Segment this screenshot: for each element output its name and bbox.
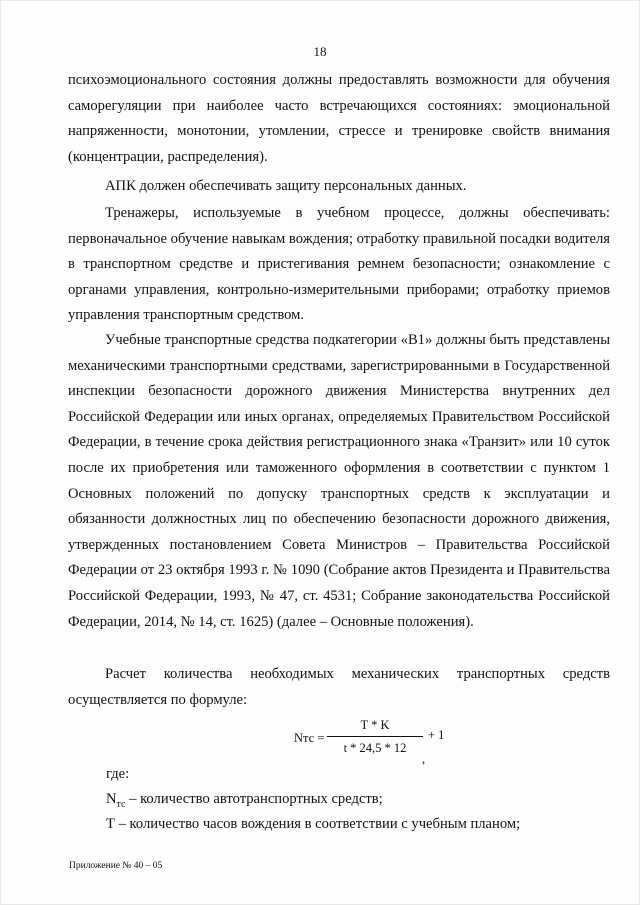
paragraph-simulators [68, 201, 610, 329]
fraction-bar [327, 736, 423, 737]
formula-fraction [327, 716, 423, 756]
paragraph-text: Расчет количества необходимых механических транспортных средств осуществляется по формуле: [68, 666, 610, 708]
symbol-n: N [106, 791, 117, 807]
paragraph-apk-data-protection [68, 174, 610, 200]
formula-denominator: t * 24,5 * 12 [343, 741, 407, 755]
paragraph-text: АПК должен обеспечивать защиту персональных данных. [105, 178, 467, 194]
paragraph-text: психоэмоционального состояния должны предоставлять возможности для обучения саморегуляции при наиболее часто встречающихся состояниях: эмоциональной напряженности, монотонии, утомлении, стрессе и тренировке свойств внимания (концентрации, распределения). [68, 72, 610, 165]
paragraph-text: Тренажеры, используемые в учебном процессе, должны обеспечивать: первоначальное обучение навыкам вождения; отработку правильной посадки водителя в транспортном средстве и пристегивания ремнем безопасности; ознакомление с органами управления, контрольно-измерительными приборами; отработку приемов управления транспортным средством. [68, 205, 610, 324]
formula-lhs: Nтс = [294, 731, 325, 745]
paragraph-psychoemotional [68, 68, 610, 170]
formula-plus-one: + 1 [428, 728, 445, 742]
page-footer: Приложение № 40 – 05 [69, 861, 163, 871]
where-label: где: [106, 766, 130, 782]
paragraph-text: Учебные транспортные средства подкатегории «В1» должны быть представлены механическими транспортными средствами, зарегистрированными в Государственной инспекции безопасности дорожного движения Министерства внутренних дел Российской Федерации или иных органах, определяемых Правительством Российской Федерации, в течение срока действия регистрационного знака «Транзит» или 10 суток после их приобретения или таможенного оформления в соответствии с пунктом 1 Основных положений по допуску транспортных средств к эксплуатации и обязанности должностных лиц по обеспечению безопасности дорожного движения, утвержденных постановлением Совета Министров – Правительства Российской Федерации от 23 октября 1993 г. № 1090 (Собрание актов Президента и Правительства Российской Федерации, 1993, № 47, ст. 4531; Собрание законодательства Российской Федерации, 2014, № 14, ст. 1625) (далее – Основные положения). [68, 332, 610, 630]
definition-text: – количество автотранспортных средств; [125, 791, 383, 807]
page-number: 18 [313, 44, 327, 59]
definition-ntc [106, 791, 383, 810]
symbol-subscript: тс [116, 798, 126, 810]
paragraph-calculation-intro [68, 662, 610, 713]
formula-comma: , [422, 752, 426, 766]
paragraph-training-vehicles [68, 328, 610, 635]
definition-t: Т – количество часов вождения в соответствии с учебным планом; [106, 816, 521, 832]
formula-numerator: T * K [360, 718, 390, 732]
vehicle-count-formula [294, 716, 454, 766]
